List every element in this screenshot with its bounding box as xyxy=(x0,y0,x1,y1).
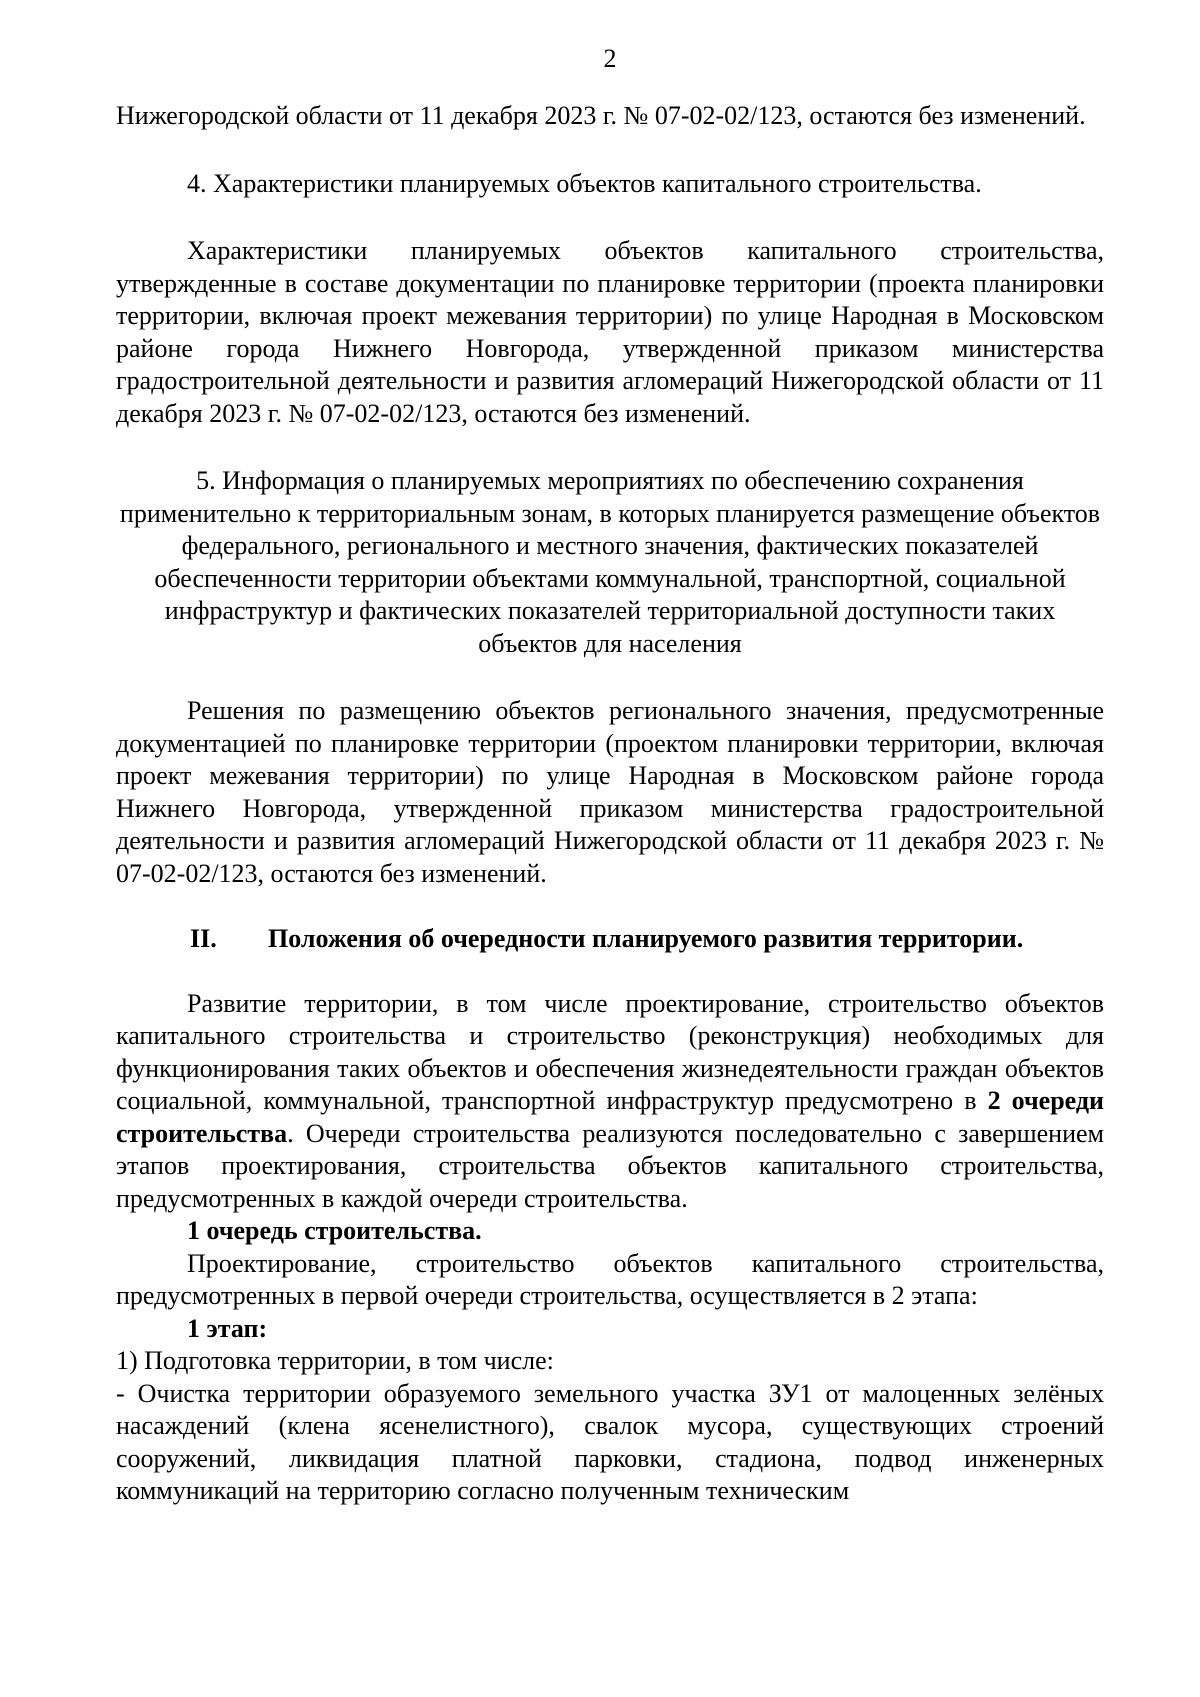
list-item-1-sub: - Очистка территории образуемого земельного участка ЗУ1 от малоценных зелёных насаждений (клена ясенелистного), свалок мусора, существующих строений сооружений, ликвидация платной парковки, стадиона, подвод инженерных коммуникаций на территорию согласно полученным техническим xyxy=(116,1378,1104,1505)
paragraph-section-4: Характеристики планируемых объектов капитального строительства, утвержденные в составе документации по планировке территории (проекта планировки территории, включая проект межевания территории) по улице Народная в Московском районе города Нижнего Новгорода, утвержденной приказом министерства градостроительной деятельности и развития агломераций Нижегородской области от 11 декабря 2023 г. № 07-02-02/123, остаются без изменений. xyxy=(116,236,1104,428)
queue-1-heading: 1 очередь строительства. xyxy=(187,1216,482,1245)
heading-section-4: 4. Характеристики планируемых объектов капитального строительства. xyxy=(187,168,982,198)
paragraph-development-part2: . Очереди строительства реализуются последовательно с завершением этапов проектирования, строительства объектов капитального строительства, предусмотренных в каждой очереди строительства. xyxy=(116,1118,1104,1213)
section-2-heading xyxy=(116,923,1104,956)
list-item-1: 1) Подготовка территории, в том числе: xyxy=(116,1346,554,1375)
paragraph-development xyxy=(116,988,1104,1216)
section-2-title: Положения об очередности планируемого развития территории. xyxy=(268,924,1024,953)
section-2-number: II. xyxy=(190,924,217,953)
page-number: 2 xyxy=(603,44,617,73)
queue-1-paragraph: Проектирование, строительство объектов капитального строительства, предусмотренных в первой очереди строительства, осуществляется в 2 этапа: xyxy=(116,1248,1104,1310)
paragraph-continuation: Нижегородской области от 11 декабря 2023 г. № 07-02-02/123, остаются без изменений. xyxy=(116,101,1086,130)
document-body xyxy=(116,100,1104,1508)
heading-section-5: 5. Информация о планируемых мероприятиях по обеспечению сохранения применительно к территориальным зонам, в которых планируется размещение объектов федерального, регионального и местного значения, фактических показателей обеспеченности территории объектами коммунальной, транспортной, социальной инфраструктур и фактических показателей территориальной доступности таких объектов для населения xyxy=(119,466,1101,658)
paragraph-section-5: Решения по размещению объектов регионального значения, предусмотренные документацией по планировке территории (проектом планировки территории, включая проект межевания территории) по улице Народная в Московском районе города Нижнего Новгорода, утвержденной приказом министерства градостроительной деятельности и развития агломераций Нижегородской области от 11 декабря 2023 г. № 07-02-02/123, остаются без изменений. xyxy=(116,696,1104,888)
paragraph-development-part1: Развитие территории, в том числе проектирование, строительство объектов капитального строительства и строительство (реконструкция) необходимых для функционирования таких объектов и обеспечения жизнедеятельности граждан объектов социальной, коммунальной, транспортной инфраструктур предусмотрено в xyxy=(116,988,1104,1115)
paragraph-development-bold: 2 очереди строительства xyxy=(116,1086,1104,1148)
stage-1-heading: 1 этап: xyxy=(187,1313,268,1343)
